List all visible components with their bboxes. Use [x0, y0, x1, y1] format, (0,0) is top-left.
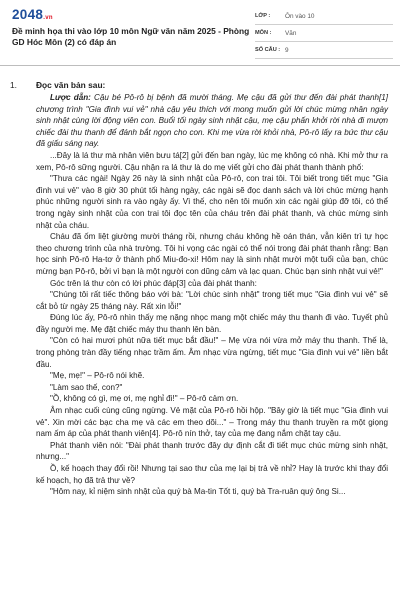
meta-label-subject: MÔN : [255, 30, 272, 36]
question-content [10, 80, 388, 498]
document-header [0, 0, 400, 66]
meta-row-count [255, 42, 393, 59]
logo-main: 2048 [12, 7, 44, 22]
passage-paragraph: Đúng lúc ấy, Pô-rô nhìn thấy mẹ nặng nhọc mang một chiếc máy thu thanh đi vào. Tuyết phủ đầy người mẹ. Mẹ đặt chiếc máy thu thanh lên bàn. [36, 313, 388, 334]
meta-label-class: LỚP : [255, 13, 271, 19]
passage-paragraph: Cháu đã ốm liệt giường mười tháng rồi, nhưng cháu không hề oán thán, vẫn kiên trì tự học theo chương trình của nhà trường. Tôi hi vọng các ngài có thể nói trong đài phát thanh rằng: Bạn học sinh Pô-rô Ha-tơ ở thành phố Miu-đo-xi! Hôm nay là sinh nhật mười một tuổi của bạn, chúc mừng bạn Pô-rô, bởi vì bạn là một người con dũng cảm và lạc quan. Chúc bạn sinh nhật vui vẻ!" [36, 232, 388, 276]
passage-paragraph: "Ồ, không có gì, mẹ ơi, mẹ nghỉ đi!" – Pô-rô cảm ơn. [50, 394, 239, 404]
site-logo[interactable] [12, 7, 53, 22]
passage-paragraph: Phát thanh viên nói: "Đài phát thanh trước đây dự định cắt đi tiết mục chúc mừng sinh nhật, nhưng..." [36, 440, 388, 462]
logo-tld: .vn [43, 15, 53, 21]
meta-value-class: Ôn vào 10 [285, 12, 315, 20]
passage-paragraph: "Chúng tôi rất tiếc thông báo với bà: "Lời chúc sinh nhật" trong tiết mục "Gia đình vui vẻ" sẽ cắt bỏ từ ngày 25 tháng này. Rất xin lỗi!" [36, 290, 388, 311]
intro-lead: Lược dẫn: [50, 93, 91, 102]
meta-row-subject [255, 25, 393, 42]
meta-value-count: 9 [285, 46, 289, 54]
passage-paragraph: ...Đây là lá thư mà nhân viên bưu tá[2] gửi đến ban ngày, lúc mẹ không có nhà. Khi mở thư ra xem, Pô-rô sững người. Cậu nhận ra lá thư là do mẹ viết gửi cho đài phát thanh thành phố: [36, 150, 388, 172]
passage-paragraph: "Làm sao thế, con?" [50, 382, 123, 392]
section-title: Đọc văn bản sau: [36, 80, 106, 90]
meta-value-subject: Văn [285, 29, 297, 37]
intro-text: Cậu bé Pô-rô bị bệnh đã mười tháng. Mẹ cậu đã gửi thư đến đài phát thanh[1] chương trình "Gia đình vui vẻ" nhà cậu yêu thích với mong muốn gửi lời chúc mừng nhân ngày sinh nhật cùng lời động viên con. Buổi tối ngày sinh nhật cậu, mẹ cậu phấn khởi rời nhà đi mượn chiếc đài thu thanh để đánh bắt ngọn cho con. Khi mẹ vừa rời khỏi nhà, Pô-rô lấy ra bức thư cậu đã giấu sáng nay. [36, 93, 388, 149]
passage-paragraph: "Mẹ, mẹ!" – Pô-rô nói khẽ. [50, 371, 145, 381]
passage-paragraph: Âm nhạc cuối cùng cũng ngừng. Vẻ mặt của Pô-rô hồi hộp. "Bây giờ là tiết mục "Gia đình vui vẻ". Xin mời các bạc cha mẹ và các em theo dõi..." – Trong máy thu thanh truyền ra một giọng nam ấm áp của phát thanh viên[4]. Pô-rô nín thở, tay của mẹ đang nắm chặt tay cậu. [36, 406, 388, 439]
document-title: Đề minh họa thi vào lớp 10 môn Ngữ văn năm 2025 - Phòng GD Hóc Môn (2) có đáp án [12, 26, 250, 47]
meta-label-count: SỐ CÂU : [255, 47, 281, 53]
question-row [10, 80, 388, 498]
passage-paragraph: Góc trên lá thư còn có lời phúc đáp[3] của đài phát thanh: [50, 278, 257, 288]
passage-paragraph: "Còn có hai mươi phút nữa tiết mục bắt đầu!" – Mẹ vừa nói vừa mở máy thu thanh. Thế là, trong phòng tràn đầy tiếng nhạc trầm ấm. Âm nhạc vừa ngừng, tiết mục "Gia đình vui vẻ" liền bắt đầu. [36, 336, 388, 369]
intro-paragraph [36, 92, 388, 150]
meta-panel [255, 8, 393, 59]
question-body [36, 80, 388, 498]
passage-paragraph: "Hôm nay, kỉ niệm sinh nhật của quý bà Ma-tin Tốt ti, quý bà Tra-ruân quý ông Si... [50, 487, 346, 497]
question-number: 1. [10, 80, 17, 90]
passage-paragraph: Ồ, kế hoạch thay đổi rồi! Nhưng tại sao thư của mẹ lại bị trả về nhỉ? Hay là trước khi thay đổi kế hoạch, họ đã trả thư về? [36, 464, 388, 485]
meta-row-class [255, 8, 393, 25]
passage-paragraph: "Thưa các ngài! Ngày 26 này là sinh nhật của Pô-rô, con trai tôi. Tôi biết trong tiết mục "Gia đình vui vẻ" vào 8 giờ 30 phút tối hàng ngày, các ngài sẽ đọc danh sách và lời chúc mừng hạnh phúc những người sinh ra vào ngày ấy. Vì thế, cho nên tôi muốn xin các ngài giúp đỡ tôi, có thể trong ngày sinh nhật của con trai tôi đọc tên của cháu trên đài phát thanh, và chúc mừng sinh nhật của cháu. [36, 174, 388, 230]
